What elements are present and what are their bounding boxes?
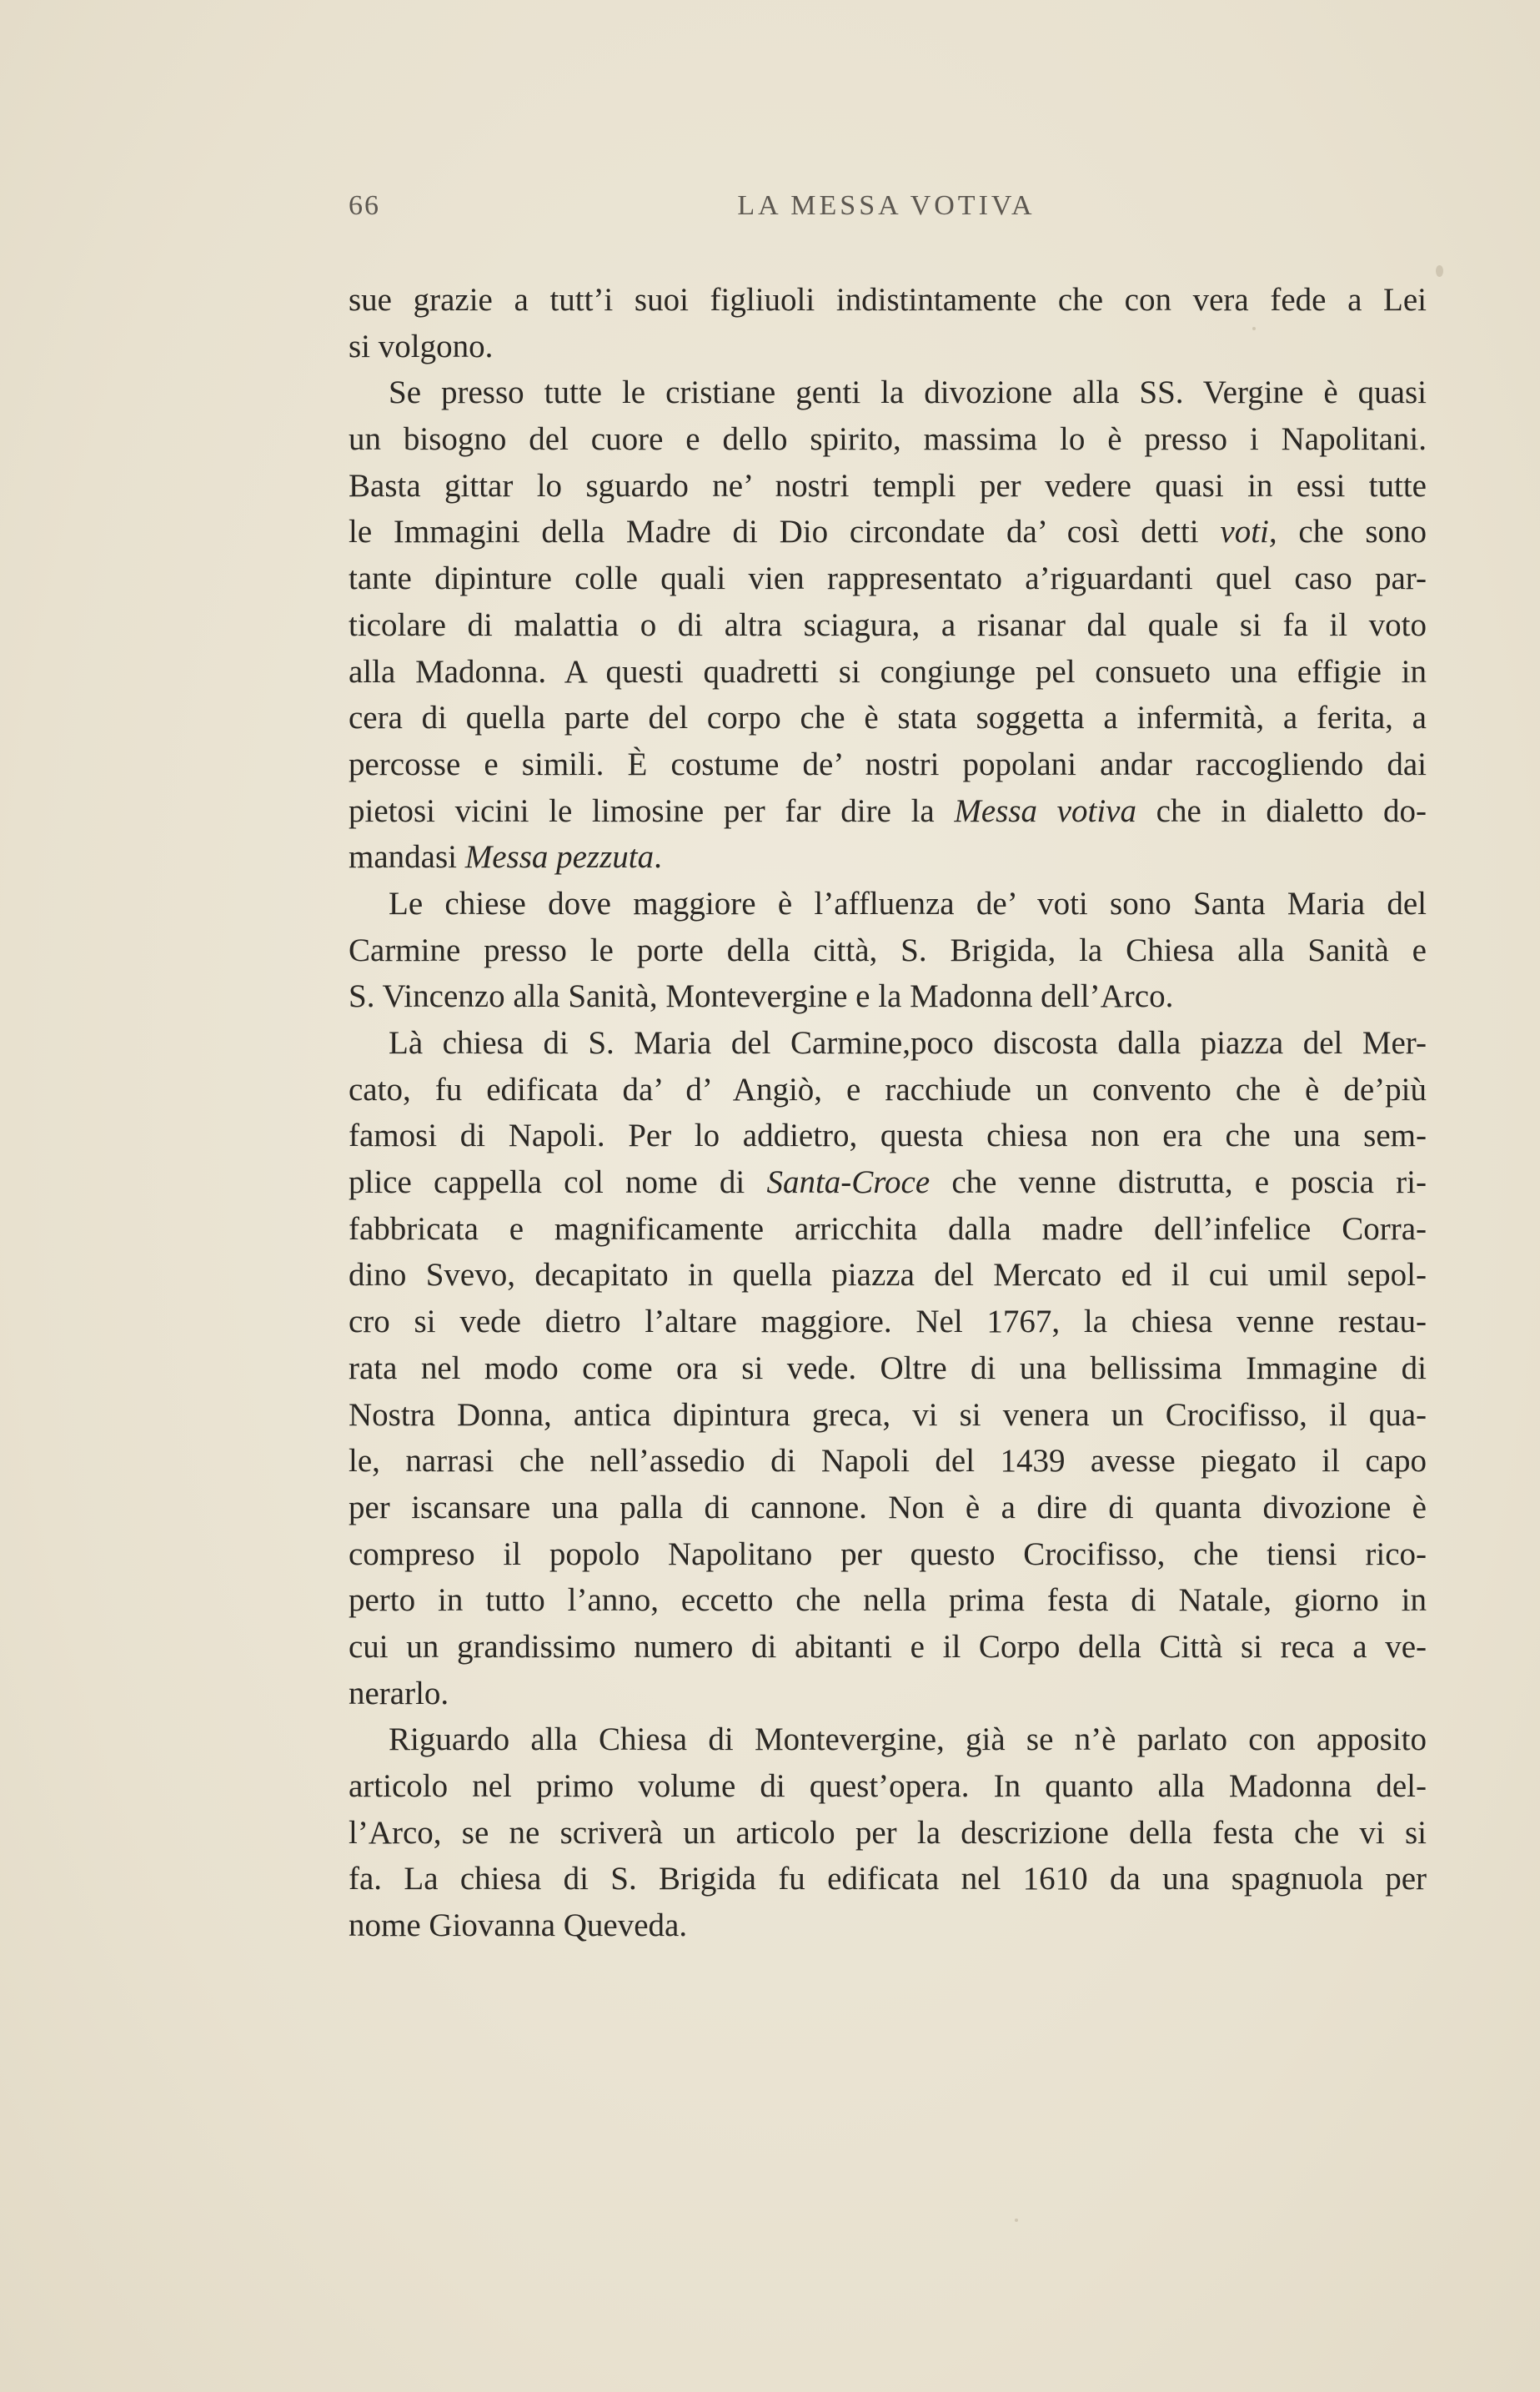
text-line	[349, 1716, 1427, 1763]
text-line	[349, 324, 1427, 370]
italic-text: voti,	[1220, 514, 1277, 550]
text-line	[349, 1531, 1427, 1578]
text-segment: ticolare di malattia o di altra sciagura, a risanar dal quale si fa il voto	[349, 606, 1427, 643]
text-line	[349, 1810, 1427, 1857]
text-line	[349, 1763, 1427, 1810]
text-segment: fa. La chiesa di S. Brigida fu edificata nel 1610 da una spagnuola per	[349, 1861, 1427, 1897]
text-line	[349, 1020, 1427, 1067]
text-segment: dino Svevo, decapitato in quella piazza del Mercato ed il cui umil sepol-	[349, 1257, 1427, 1294]
text-segment: si volgono.	[349, 328, 494, 364]
text-line	[349, 1624, 1427, 1671]
text-line	[349, 1392, 1427, 1439]
text-segment: per iscansare una palla di cannone. Non è a dire di quanta divozione è	[349, 1489, 1427, 1525]
text-line	[349, 1113, 1427, 1159]
text-line	[349, 509, 1427, 555]
text-segment: nerarlo.	[349, 1675, 449, 1711]
text-segment: Là chiesa di S. Maria del Carmine,poco discosta dalla piazza del Mer-	[389, 1025, 1427, 1061]
italic-text: Messa votiva	[954, 792, 1136, 829]
text-line	[349, 834, 1427, 881]
text-segment: Se presso tutte le cristiane genti la divozione alla SS. Vergine è quasi	[389, 374, 1427, 411]
text-segment: fabbricata e magnificamente arricchita dalla madre dell’infelice Corra-	[349, 1210, 1427, 1247]
italic-text: Santa-Croce	[766, 1164, 931, 1201]
text-segment: .	[654, 839, 662, 876]
text-segment: nome Giovanna Queveda.	[349, 1907, 688, 1944]
text-line	[349, 1485, 1427, 1531]
text-segment: tante dipinture colle quali vien rappresentato a’riguardanti quel caso par-	[349, 560, 1427, 597]
text-segment: S. Vincenzo alla Sanità, Montevergine e la Madonna dell’Arco.	[349, 978, 1174, 1015]
text-segment: cui un grandissimo numero di abitanti e il Corpo della Città si reca a ve-	[349, 1628, 1427, 1665]
text-segment: percosse e simili. È costume de’ nostri popolani andar raccogliendo dai	[349, 746, 1427, 782]
text-line	[349, 416, 1427, 463]
paper-spot	[1015, 2219, 1018, 2222]
text-line	[349, 1252, 1427, 1299]
text-segment: Riguardo alla Chiesa di Montevergine, già se n’è parlato con apposito	[389, 1721, 1427, 1758]
text-segment: perto in tutto l’anno, eccetto che nella prima festa di Natale, giorno in	[349, 1582, 1427, 1619]
text-line	[349, 788, 1427, 835]
text-segment: che sono	[1277, 514, 1427, 550]
text-segment: famosi di Napoli. Per lo addietro, questa chiesa non era che una sem-	[349, 1118, 1427, 1154]
text-segment: mandasi	[349, 839, 465, 876]
text-line	[349, 927, 1427, 974]
text-segment: sue grazie a tutt’i suoi figliuoli indistintamente che con vera fede a Lei	[349, 282, 1427, 318]
text-segment: compreso il popolo Napolitano per questo Crocifisso, che tiensi rico-	[349, 1535, 1427, 1572]
text-segment: pietosi vicini le limosine per far dire la	[349, 792, 955, 829]
italic-text: Messa pezzuta	[464, 839, 655, 876]
text-line	[349, 973, 1427, 1020]
text-segment: che venne distrutta, e poscia ri-	[930, 1164, 1427, 1201]
text-line	[349, 1577, 1427, 1624]
text-segment: Nostra Donna, antica dipintura greca, vi si venera un Crocifisso, il qua-	[349, 1396, 1427, 1433]
text-segment: Le chiese dove maggiore è l’affluenza de’ voti sono Santa Maria del	[389, 885, 1427, 922]
text-line	[349, 649, 1427, 696]
body-text	[349, 277, 1427, 1949]
text-segment: Basta gittar lo sguardo ne’ nostri templi per vedere quasi in essi tutte	[349, 467, 1427, 504]
text-line	[349, 695, 1427, 741]
text-line	[349, 881, 1427, 927]
text-line	[349, 1206, 1427, 1253]
text-line	[349, 555, 1427, 602]
text-line	[349, 741, 1427, 788]
text-segment: cro si vede dietro l’altare maggiore. Nel 1767, la chiesa venne restau-	[349, 1304, 1427, 1340]
text-segment: alla Madonna. A questi quadretti si congiunge pel consueto una effigie in	[349, 653, 1427, 690]
text-line	[349, 1067, 1427, 1113]
text-segment: l’Arco, se ne scriverà un articolo per la descrizione della festa che vi si	[349, 1814, 1427, 1851]
text-segment: plice cappella col nome di	[349, 1164, 767, 1201]
text-line	[349, 1159, 1427, 1206]
text-line	[349, 1856, 1427, 1902]
text-segment: articolo nel primo volume di quest’opera. In quanto alla Madonna del-	[349, 1768, 1427, 1804]
text-segment: un bisogno del cuore e dello spirito, massima lo è presso i Napolitani.	[349, 421, 1427, 458]
page-number: 66	[349, 190, 380, 221]
text-line	[349, 1345, 1427, 1392]
text-line	[349, 1671, 1427, 1717]
text-line	[349, 277, 1427, 324]
text-line	[349, 369, 1427, 416]
text-line	[349, 1299, 1427, 1345]
paper-spot	[1436, 265, 1443, 277]
text-segment: rata nel modo come ora si vede. Oltre di una bellissima Immagine di	[349, 1349, 1427, 1386]
text-line	[349, 463, 1427, 510]
text-segment: Carmine presso le porte della città, S. Brigida, la Chiesa alla Sanità e	[349, 932, 1427, 968]
text-segment: le, narrasi che nell’assedio di Napoli del 1439 avesse piegato il capo	[349, 1443, 1427, 1480]
text-segment: cera di quella parte del corpo che è stata soggetta a infermità, a ferita, a	[349, 700, 1427, 736]
running-header	[349, 190, 1424, 232]
text-segment: le Immagini della Madre di Dio circondate da’ così detti	[349, 514, 1221, 550]
running-title: LA MESSA VOTIVA	[737, 190, 1036, 221]
text-line	[349, 602, 1427, 649]
text-segment: che in dialetto do-	[1136, 792, 1427, 829]
text-line	[349, 1902, 1427, 1949]
text-segment: cato, fu edificata da’ d’ Angiò, e racchiude un convento che è de’più	[349, 1071, 1427, 1108]
text-line	[349, 1438, 1427, 1485]
